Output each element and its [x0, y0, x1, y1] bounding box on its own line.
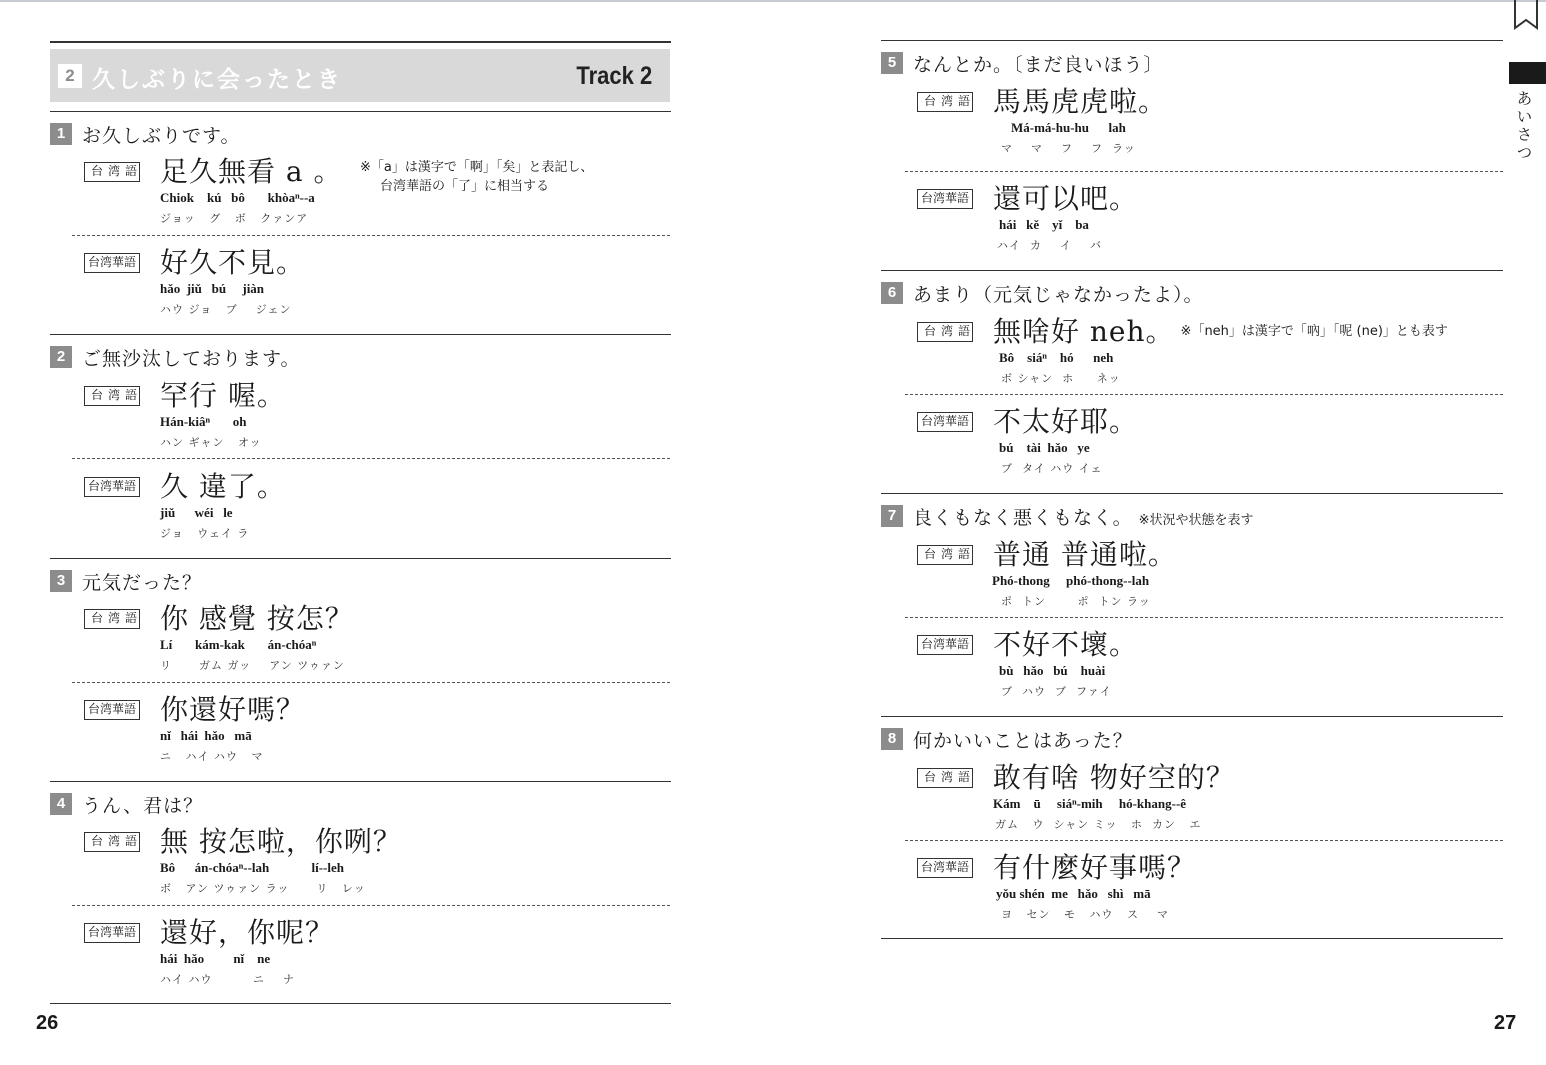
phrase-japanese: うん、君は？ — [82, 795, 204, 817]
phrase-japanese: お久しぶりです。 — [82, 125, 241, 147]
mandarin-hanzi: 不好不壞。 — [993, 628, 1139, 661]
dashed-divider — [905, 171, 1503, 172]
phrase-divider — [50, 334, 671, 335]
mandarin-label: 台湾華語 — [917, 635, 973, 655]
phrase-number: 8 — [881, 728, 903, 750]
section-bottom-rule — [50, 111, 671, 112]
mandarin-pinyin: bù hǎo bú huài — [999, 663, 1106, 678]
taiwanese-label: 台湾語 — [84, 832, 140, 852]
taiwanese-romanization: Phó-thong phó-thong--lah — [992, 573, 1150, 588]
taiwanese-hanzi: 罕行 喔。 — [160, 379, 286, 412]
phrase-number: 1 — [50, 123, 72, 145]
phrase-divider — [50, 558, 671, 559]
taiwanese-label: 台湾語 — [84, 162, 140, 182]
taiwanese-kana: マ マ フ フ ラッ — [1001, 142, 1136, 155]
section-title: 久しぶりに会ったとき — [92, 67, 342, 93]
phrase-divider — [50, 781, 671, 782]
taiwanese-kana: ハン ギャン オッ — [160, 436, 262, 449]
taiwanese-label: 台湾語 — [917, 92, 973, 112]
phrase-japanese: 何かいいことはあった？ — [913, 730, 1133, 752]
page-bottom-rule — [50, 1003, 671, 1004]
taiwanese-kana: ポ トン ポ トン ラッ — [1001, 595, 1151, 608]
mandarin-pinyin: bú tài hǎo ye — [999, 440, 1090, 455]
mandarin-pinyin: hái hǎo nǐ ne — [160, 951, 271, 966]
section-top-rule — [881, 40, 1503, 41]
taiwanese-label: 台湾語 — [84, 609, 140, 629]
taiwanese-romanization: Bô siáⁿ hó neh — [999, 350, 1114, 365]
dashed-divider — [905, 617, 1503, 618]
taiwanese-romanization: Bô án-chóaⁿ--lah lí--leh — [160, 860, 344, 875]
phrase-number: 4 — [50, 793, 72, 815]
taiwanese-kana: ボ アン ツゥァン ラッ リ レッ — [160, 882, 366, 895]
taiwanese-label: 台湾語 — [917, 545, 973, 565]
taiwanese-kana: ボ シャン ホ ネッ — [1001, 372, 1121, 385]
taiwanese-romanization: Hán-kiâⁿ oh — [160, 414, 247, 429]
phrase-japanese: なんとか。〔まだ良いほう〕 — [913, 54, 1164, 76]
mandarin-hanzi: 還可以吧。 — [993, 182, 1139, 215]
mandarin-pinyin: jiǔ wéi le — [160, 505, 233, 520]
index-tab-label: あいさつ — [1514, 90, 1533, 162]
taiwanese-label: 台湾語 — [84, 386, 140, 406]
phrase-number: 5 — [881, 52, 903, 74]
section-title-bar — [50, 49, 670, 102]
bookmark-icon[interactable] — [1512, 0, 1540, 32]
page-number-right: 27 — [1494, 1012, 1517, 1034]
dashed-divider — [72, 235, 670, 236]
mandarin-label: 台湾華語 — [917, 189, 973, 209]
mandarin-pinyin: hái kě yǐ ba — [999, 217, 1089, 232]
neh-note: ※「neh」は漢字で「吶」「呢 (ne)」とも表す — [1180, 324, 1448, 339]
taiwanese-hanzi: 足久無看 a 。 — [160, 155, 343, 188]
top-border — [0, 0, 1546, 2]
taiwanese-hanzi: 馬馬虎虎啦。 — [993, 85, 1168, 118]
phrase-divider — [881, 493, 1503, 494]
taiwanese-hanzi: 無啥好 neh。 $^{※「neh」は漢字で「吶」「呢 (ne)」とも表す}$ — [993, 315, 1448, 348]
mandarin-hanzi: 不太好耶。 — [993, 405, 1139, 438]
phrase-japanese: 元気だった？ — [82, 572, 203, 594]
dashed-divider — [72, 682, 670, 683]
dashed-divider — [905, 840, 1503, 841]
mandarin-pinyin: yǒu shén me hǎo shì mā — [996, 886, 1151, 901]
phrase-japanese: 良くもなく悪くもなく。 ※状況や状態を表す — [913, 507, 1254, 529]
dashed-divider — [905, 394, 1503, 395]
mandarin-kana: ブ タイ ハウ イェ — [1001, 462, 1103, 475]
taiwanese-kana: ガム ウ シャン ミッ ホ カン エ — [995, 818, 1202, 831]
mandarin-hanzi: 你還好嗎？ — [160, 693, 306, 726]
mandarin-label: 台湾華語 — [917, 412, 973, 432]
taiwanese-label: 台湾語 — [917, 768, 973, 788]
phrase-japanese: ご無沙汰しております。 — [82, 348, 301, 370]
taiwanese-kana: ジョッ グ ボ クァンア — [160, 212, 309, 225]
phrase-japanese: あまり（元気じゃなかったよ）。 — [913, 284, 1204, 306]
taiwanese-romanization: Chiok kú bô khòaⁿ--a — [160, 190, 315, 205]
mandarin-label: 台湾華語 — [917, 858, 973, 878]
mandarin-kana: ブ ハウ ブ ファイ — [1001, 685, 1112, 698]
phrase-number: 3 — [50, 570, 72, 592]
note-a: ※「a」は漢字で「啊」「矣」と表記し、 台湾華語の「了」に相当する — [360, 160, 594, 194]
index-tab[interactable] — [1509, 62, 1546, 84]
mandarin-kana: ジョ ウェイ ラ — [160, 527, 250, 540]
taiwanese-hanzi: 你 感覺 按怎？ — [160, 602, 354, 635]
taiwanese-kana: リ ガム ガッ アン ツゥァン — [160, 659, 345, 672]
phrase-divider — [881, 716, 1503, 717]
phrase-number: 6 — [881, 282, 903, 304]
mandarin-pinyin: hǎo jiǔ bú jiàn — [160, 281, 265, 296]
mandarin-pinyin: nǐ hái hǎo mā — [160, 728, 252, 743]
taiwanese-romanization: Lí kám-kak án-chóaⁿ — [160, 637, 317, 652]
mandarin-label: 台湾華語 — [84, 700, 140, 720]
taiwanese-hanzi: 敢有啥 物好空的？ — [993, 761, 1235, 794]
dashed-divider — [72, 905, 670, 906]
dashed-divider — [72, 458, 670, 459]
section-top-rule — [50, 41, 671, 43]
mandarin-hanzi: 還好，你呢？ — [160, 916, 335, 949]
track-label: Track 2 — [576, 62, 652, 90]
phrase-note: ※状況や状態を表す — [1138, 513, 1254, 528]
mandarin-kana: ハウ ジョ ブ ジェン — [160, 303, 292, 316]
taiwanese-label: 台湾語 — [917, 322, 973, 342]
taiwanese-romanization: Má-má-hu-hu lah — [1011, 120, 1126, 135]
mandarin-hanzi: 好久不見。 — [160, 246, 306, 279]
taiwanese-hanzi: 無 按怎啦，你咧？ — [160, 825, 402, 858]
mandarin-label: 台湾華語 — [84, 477, 140, 497]
mandarin-kana: ニ ハイ ハウ マ — [160, 750, 264, 763]
page-bottom-rule — [881, 938, 1503, 939]
phrase-number: 7 — [881, 505, 903, 527]
taiwanese-hanzi: 普通 普通啦。 — [993, 538, 1177, 571]
page-number-left: 26 — [36, 1012, 59, 1034]
mandarin-label: 台湾華語 — [84, 253, 140, 273]
mandarin-label: 台湾華語 — [84, 923, 140, 943]
mandarin-kana: ヨ セン モ ハウ ス マ — [1001, 908, 1169, 921]
taiwanese-romanization: Kám ū siáⁿ-mih hó-khang--ê — [993, 796, 1187, 811]
section-number: 2 — [58, 64, 82, 88]
mandarin-kana: ハイ カ イ バ — [997, 239, 1102, 252]
mandarin-hanzi: 久 違了。 — [160, 470, 286, 503]
phrase-number: 2 — [50, 346, 72, 368]
phrase-divider — [881, 270, 1503, 271]
mandarin-kana: ハイ ハウ ニ ナ — [160, 973, 295, 986]
mandarin-hanzi: 有什麼好事嗎？ — [993, 851, 1197, 884]
